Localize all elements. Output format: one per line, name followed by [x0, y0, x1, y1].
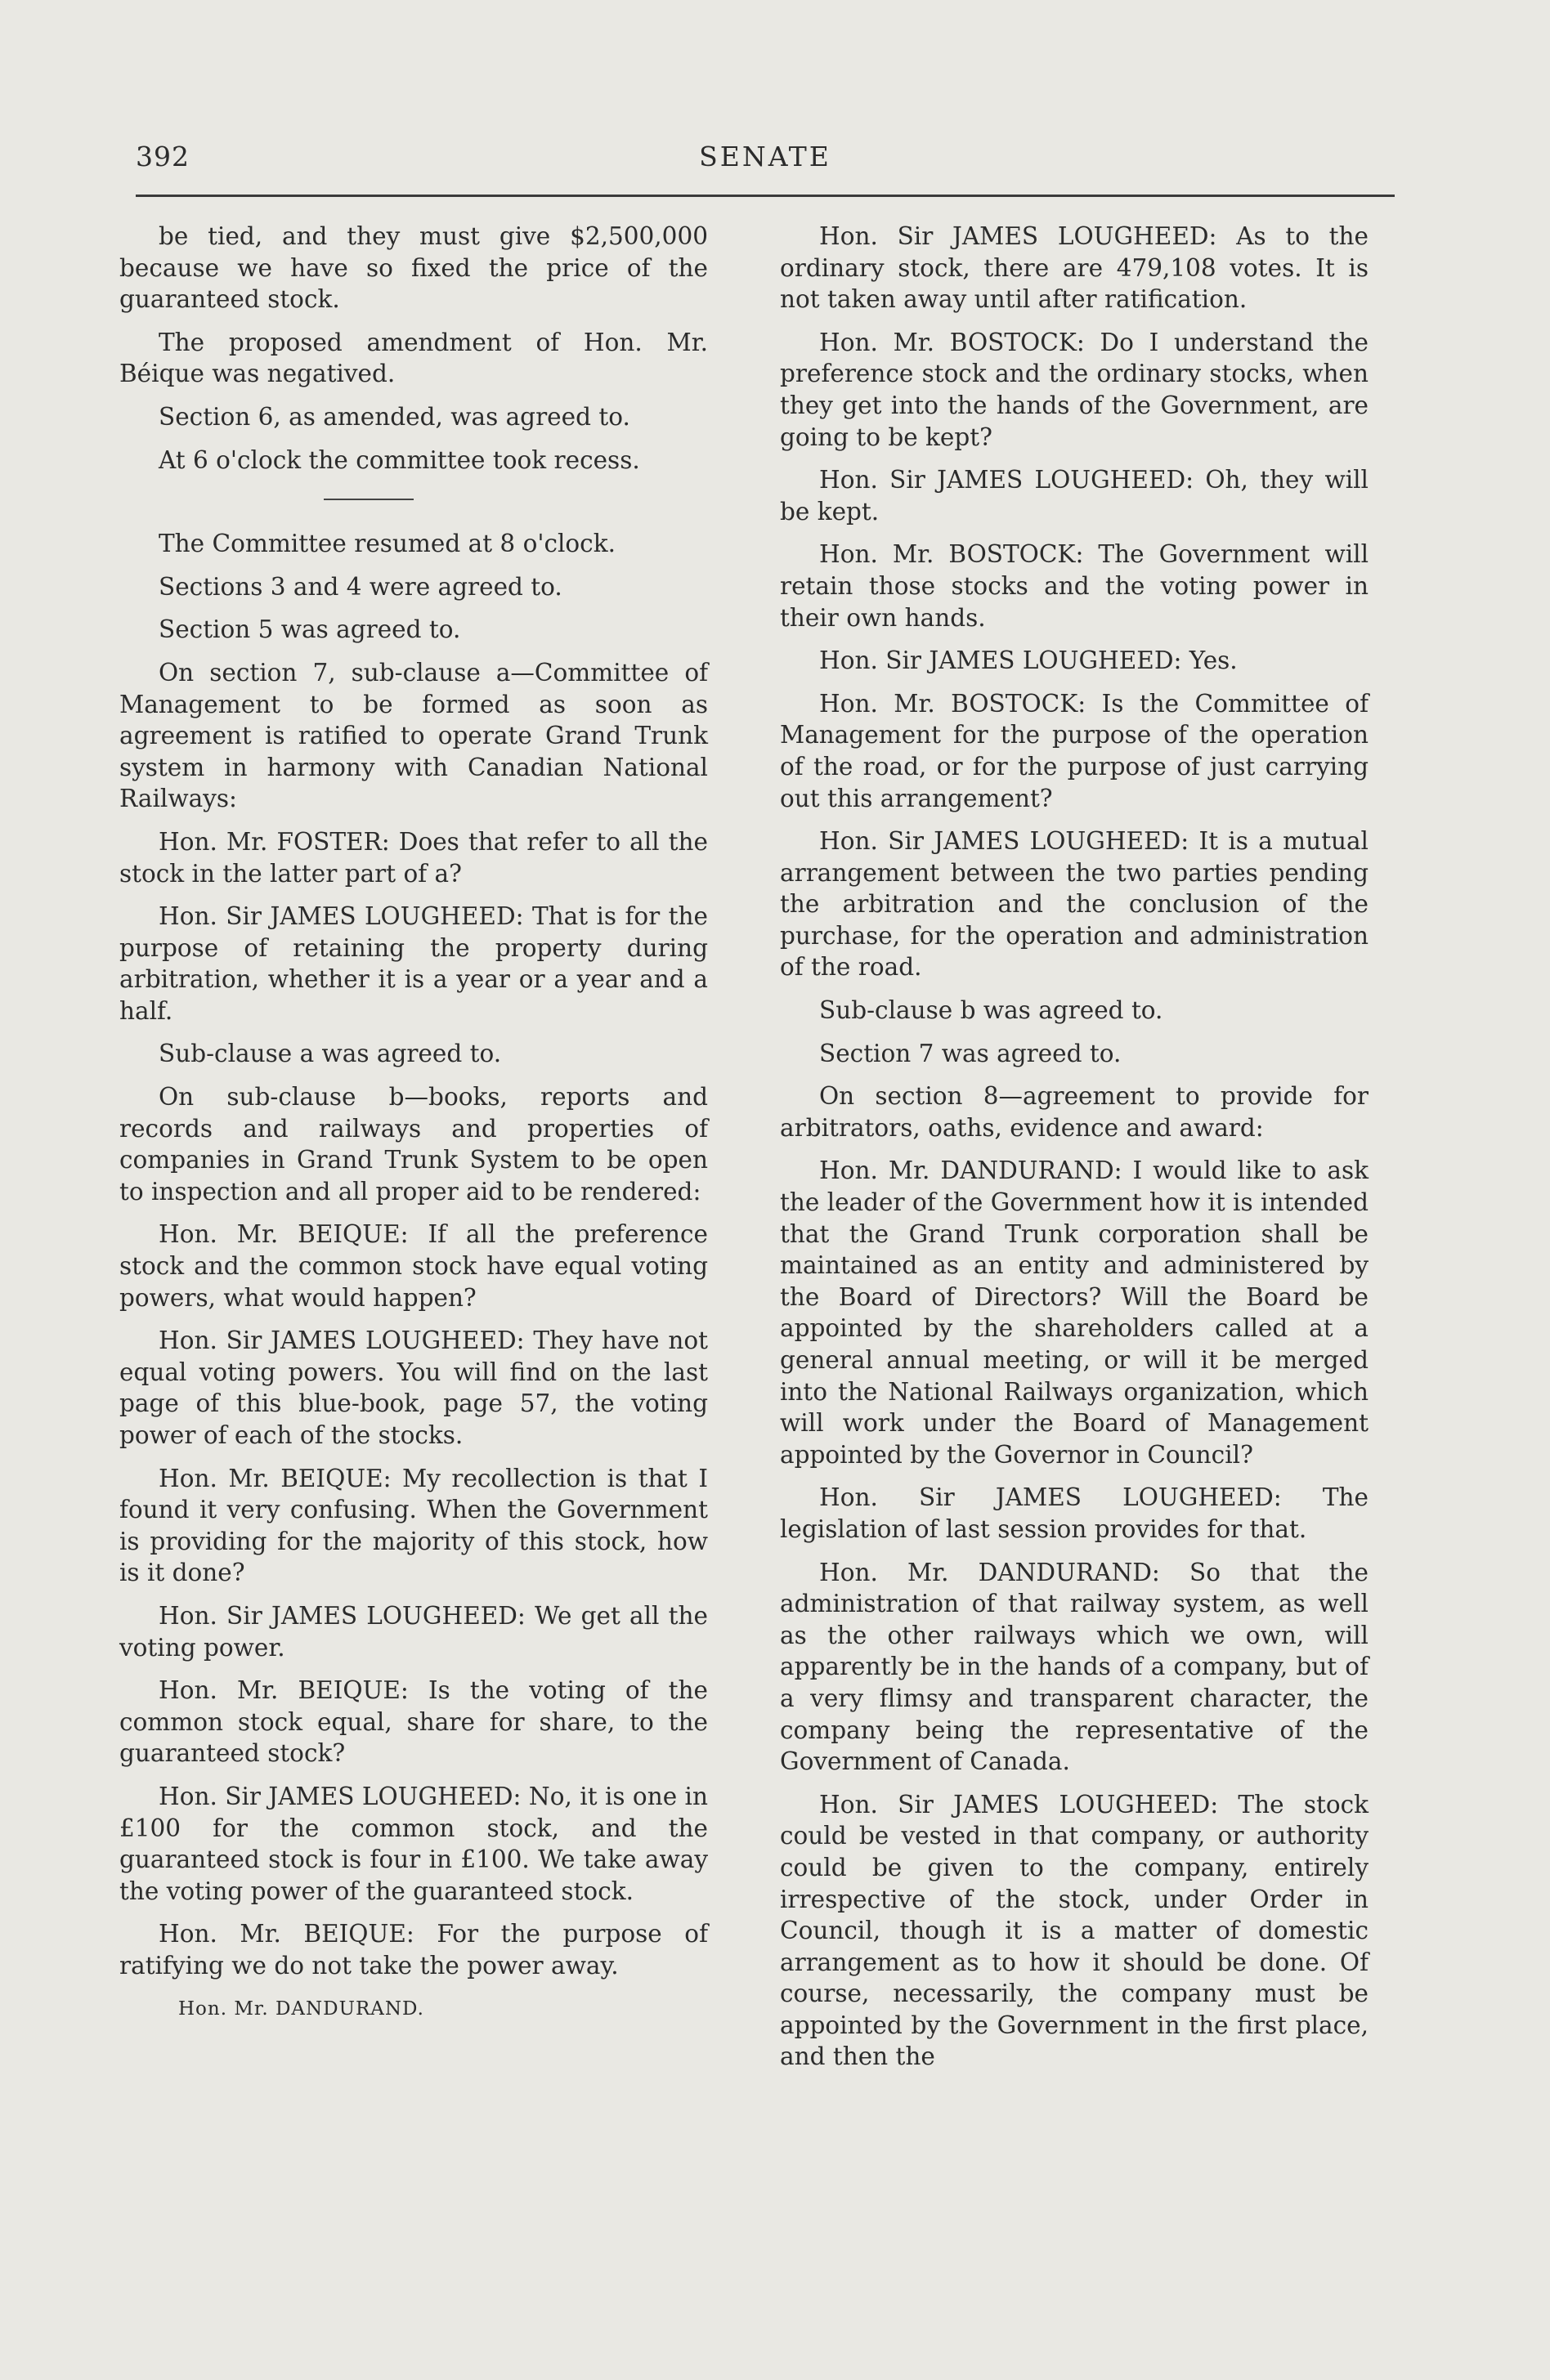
- paragraph: The proposed amendment of Hon. Mr. Béique was negatived.: [119, 328, 708, 388]
- paragraph: Hon. Sir JAMES LOUGHEED: The stock could be vested in that company, or authority could be given to the company, entirely irrespective of the stock, under Order in Council, though it is a matter of domestic arrangement as to how it should be done. Of course, necessarily, the company must be appointed by the Government in the first place, and then the: [780, 1790, 1369, 2071]
- paragraph: Hon. Sir JAMES LOUGHEED: No, it is one in £100 for the common stock, and the guaranteed stock is four in £100. We take away the voting power of the guaranteed stock.: [119, 1782, 708, 1905]
- paragraph: Hon. Mr. BEIQUE: If all the preference stock and the common stock have equal voting powers, what would happen?: [119, 1220, 708, 1312]
- paragraph: Sub-clause a was agreed to.: [159, 1040, 502, 1068]
- paragraph: Sections 3 and 4 were agreed to.: [159, 572, 562, 601]
- paragraph: Hon. Sir JAMES LOUGHEED: The legislation of last session provides for that.: [780, 1483, 1369, 1543]
- paragraph: Section 5 was agreed to.: [159, 615, 461, 644]
- paragraph: Section 7 was agreed to.: [819, 1039, 1122, 1067]
- paragraph: Hon. Mr. FOSTER: Does that refer to all the stock in the latter part of a?: [119, 827, 708, 888]
- paragraph: On sub-clause b—books, reports and records and railways and properties of companies in Grand Trunk System to be open to inspection and all proper aid to be rendered:: [119, 1083, 708, 1206]
- paragraph: The Committee resumed at 8 o'clock.: [159, 530, 616, 558]
- running-title: SENATE: [699, 141, 831, 172]
- paragraph: be tied, and they must give $2,500,000 because we have so fixed the price of the guaranteed stock.: [119, 222, 708, 314]
- paragraph: Hon. Sir JAMES LOUGHEED: It is a mutual arrangement between the two parties pending the arbitration and the conclusion of the purchase, for the operation and administration of the road.: [780, 827, 1369, 982]
- right-column: [780, 221, 1369, 2084]
- paragraph: Hon. Sir JAMES LOUGHEED: Yes.: [819, 646, 1238, 675]
- left-column: [119, 221, 708, 2024]
- page-number: 392: [136, 141, 190, 172]
- paragraph: Sub-clause b was agreed to.: [819, 996, 1163, 1025]
- footer-catchword: Hon. Mr. DANDURAND.: [178, 1998, 424, 2020]
- section-divider: [324, 499, 414, 500]
- paragraph: Hon. Sir JAMES LOUGHEED: Oh, they will be kept.: [780, 466, 1369, 526]
- paragraph: Hon. Mr. BEIQUE: For the purpose of ratifying we do not take the power away.: [119, 1920, 708, 1980]
- paragraph: Hon. Mr. BOSTOCK: Do I understand the preference stock and the ordinary stocks, when they get into the hands of the Government, are going to be kept?: [780, 328, 1369, 451]
- paragraph: At 6 o'clock the committee took recess.: [159, 445, 640, 474]
- paragraph: On section 7, sub-clause a—Committee of Management to be formed as soon as agreement is ratified to operate Grand Trunk system in harmony with Canadian National Railways:: [119, 658, 708, 813]
- paragraph: Hon. Mr. DANDURAND: So that the administration of that railway system, as well as the other railways which we own, will apparently be in the hands of a company, but of a very flimsy and transparent character, the company being the representative of the Government of Canada.: [780, 1558, 1369, 1776]
- paragraph: Hon. Mr. BOSTOCK: The Government will retain those stocks and the voting power in their own hands.: [780, 540, 1369, 632]
- paragraph: Hon. Mr. BEIQUE: My recollection is that I found it very confusing. When the Government is providing for the majority of this stock, how is it done?: [119, 1464, 708, 1587]
- paragraph: Hon. Sir JAMES LOUGHEED: They have not equal voting powers. You will find on the last page of this blue-book, page 57, the voting power of each of the stocks.: [119, 1326, 708, 1449]
- paragraph: Hon. Sir JAMES LOUGHEED: As to the ordinary stock, there are 479,108 votes. It is not taken away until after ratification.: [780, 222, 1369, 314]
- paragraph: Hon. Sir JAMES LOUGHEED: That is for the purpose of retaining the property during arbitration, whether it is a year or a year and a half.: [119, 902, 708, 1025]
- paragraph: On section 8—agreement to provide for arbitrators, oaths, evidence and award:: [780, 1082, 1369, 1142]
- paragraph: Hon. Sir JAMES LOUGHEED: We get all the voting power.: [119, 1601, 708, 1662]
- page-header: [136, 136, 1395, 185]
- header-rule: [136, 195, 1395, 197]
- paragraph: Section 6, as amended, was agreed to.: [159, 402, 630, 431]
- paragraph: Hon. Mr. BEIQUE: Is the voting of the common stock equal, share for share, to the guaranteed stock?: [119, 1676, 708, 1768]
- paragraph: Hon. Mr. DANDURAND: I would like to ask the leader of the Government how it is intended that the Grand Trunk corporation shall be maintained as an entity and administered by the Board of Directors? Will the Board be appointed by the shareholders called at a general annual meeting, or will it be merged into the National Railways organization, which will work under the Board of Management appointed by the Governor in Council?: [780, 1156, 1369, 1469]
- paragraph: Hon. Mr. BOSTOCK: Is the Committee of Management for the purpose of the operation of the road, or for the purpose of just carrying out this arrangement?: [780, 689, 1369, 812]
